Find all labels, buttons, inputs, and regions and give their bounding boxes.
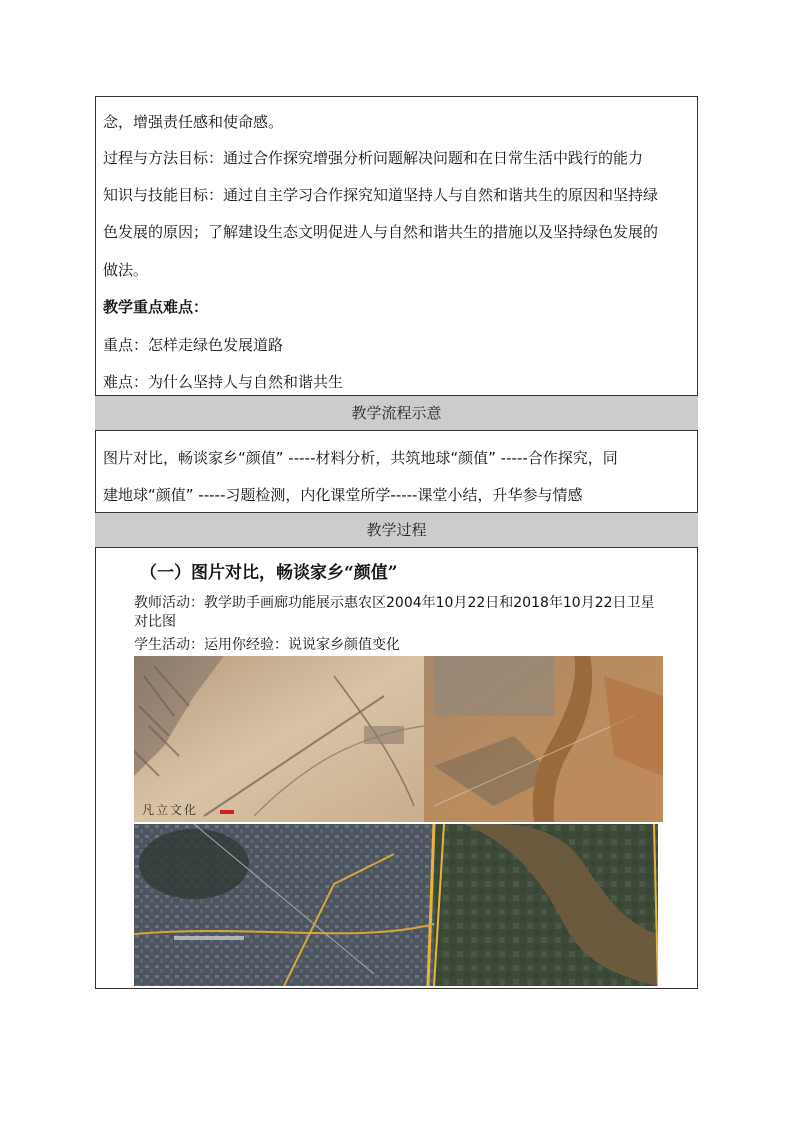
teacher-activity-line-2: 对比图 xyxy=(134,614,176,630)
satellite-image-1-graphic xyxy=(134,656,663,822)
objective-line-4: 色发展的原因；了解建设生态文明促进人与自然和谐共生的措施以及坚持绿色发展的 xyxy=(103,223,659,241)
image-watermark: 凡立文化 xyxy=(142,803,199,817)
objective-line-1: 念，增强责任感和使命感。 xyxy=(103,113,284,131)
flow-line-1: 图片对比，畅谈家乡“颜值” -----材料分析，共筑地球“颜值” -----合作探究，同 xyxy=(103,449,618,467)
objective-line-5: 做法。 xyxy=(103,261,149,279)
process-band: 教学过程 xyxy=(95,512,698,548)
student-activity: 学生活动：运用你经验：说说家乡颜值变化 xyxy=(134,637,400,653)
satellite-comparison-image-1 xyxy=(134,656,663,822)
satellite-comparison-image-2 xyxy=(134,824,658,986)
section-title: （一）图片对比，畅谈家乡“颜值” xyxy=(140,563,398,583)
difficulty-point: 难点：为什么坚持人与自然和谐共生 xyxy=(103,373,344,391)
objective-line-2: 过程与方法目标：通过合作探究增强分析问题解决问题和在日常生活中践行的能力 xyxy=(103,149,644,167)
key-points-heading: 教学重点难点： xyxy=(103,298,209,316)
objective-line-3: 知识与技能目标：通过自主学习合作探究知道坚持人与自然和谐共生的原因和坚持绿 xyxy=(103,186,659,204)
flow-band: 教学流程示意 xyxy=(95,395,698,431)
focus-point: 重点：怎样走绿色发展道路 xyxy=(103,336,284,354)
watermark-mark xyxy=(220,810,234,814)
flow-line-2: 建地球“颜值” -----习题检测，内化课堂所学-----课堂小结，升华参与情感 xyxy=(103,486,583,504)
satellite-image-2-graphic xyxy=(134,824,658,986)
teacher-activity-line-1: 教师活动：教学助手画廊功能展示惠农区2004年10月22日和2018年10月22日卫星 xyxy=(134,595,655,611)
